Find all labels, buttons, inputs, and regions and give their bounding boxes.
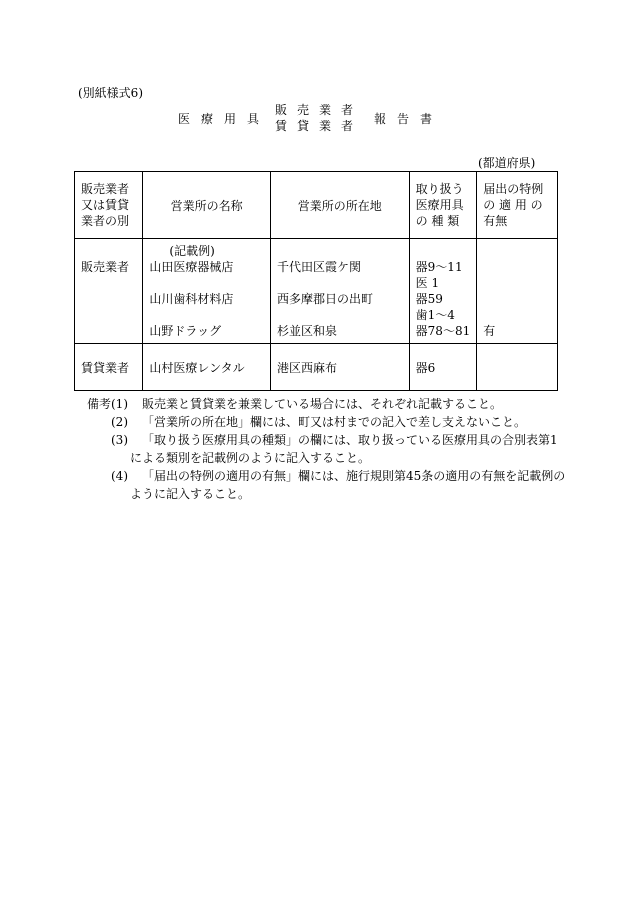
note-label: 備考(1) <box>87 397 128 411</box>
note-label: (3) <box>111 433 128 447</box>
note-2 <box>87 413 565 431</box>
office-name: 山川歯科材料店 <box>149 292 234 306</box>
notes-section <box>87 395 565 503</box>
header-text: 医療用具 <box>415 198 464 212</box>
office-location: 港区西麻布 <box>276 361 337 375</box>
title-right: 報告書 <box>374 112 444 126</box>
title-stack-top: 販売業者 <box>275 103 364 117</box>
note-text: 「取り扱う医療用具の種類」の欄には、取り扱っている医療用具の合別表第1 <box>142 433 558 447</box>
office-location <box>277 307 403 323</box>
header-row <box>75 172 558 239</box>
exemption-value: 有 <box>483 324 496 338</box>
example-label: (記載例) <box>169 244 215 258</box>
office-name <box>149 275 264 291</box>
device-kind: 器6 <box>415 361 436 375</box>
rental-type-cell <box>75 344 143 391</box>
office-name: 山田医療器械店 <box>149 260 234 274</box>
note-3 <box>87 431 565 449</box>
sales-names-cell <box>143 239 271 344</box>
device-kind: 器9〜11 <box>415 260 463 274</box>
sales-exemption-cell <box>477 239 558 344</box>
note-text: 「届出の特例の適用の有無」欄には、施行規則第45条の適用の有無を記載例の <box>142 469 566 483</box>
header-text: 取り扱う <box>415 182 464 196</box>
office-name: 山野ドラッグ <box>149 324 222 338</box>
note-text: 販売業と賃貸業を兼業している場合には、それぞれ記載すること。 <box>142 397 503 411</box>
office-location: 西多摩郡日の出町 <box>276 292 373 306</box>
business-type-text: 販売業者 <box>81 260 130 274</box>
rental-exemption-cell <box>477 344 558 391</box>
rental-kind-cell <box>409 344 477 391</box>
title-left: 医療用具 <box>178 112 271 126</box>
sales-locations-cell <box>270 239 409 344</box>
rental-location-cell <box>270 344 409 391</box>
office-location: 杉並区和泉 <box>276 324 337 338</box>
note-1 <box>87 395 565 413</box>
header-text: 業者の別 <box>81 214 130 228</box>
title-stack-bottom: 賃貸業者 <box>275 119 364 133</box>
note-label: (4) <box>111 469 128 483</box>
device-kind: 歯1〜4 <box>415 308 455 322</box>
business-type-text: 賃貸業者 <box>81 361 130 375</box>
table-row <box>75 239 558 344</box>
header-device-kind <box>409 172 477 239</box>
form-number: (別紙様式6) <box>78 86 143 100</box>
header-text: 営業所の名称 <box>170 198 243 213</box>
device-kind: 器59 <box>415 292 443 306</box>
header-office-location <box>270 172 409 239</box>
header-office-name <box>143 172 271 239</box>
header-text: の 種 類 <box>415 214 460 228</box>
rental-name-cell <box>143 344 271 391</box>
note-text: 「営業所の所在地」欄には、町又は村までの記入で差し支えないこと。 <box>142 415 527 429</box>
report-table <box>74 171 558 391</box>
title-stack <box>275 102 363 134</box>
sales-kinds-cell <box>409 239 477 344</box>
header-text: 営業所の所在地 <box>297 198 382 213</box>
header-text: 届出の特例 <box>483 182 544 196</box>
device-kind: 器78〜81 <box>415 324 471 338</box>
document-title <box>178 102 478 136</box>
sales-type-cell <box>75 239 143 344</box>
header-text: 有無 <box>483 214 508 228</box>
header-exemption <box>477 172 558 239</box>
table-row <box>75 344 558 391</box>
header-text: の 適 用 の <box>483 198 543 212</box>
header-business-type <box>75 172 143 239</box>
office-location: 千代田区霞ケ関 <box>276 260 361 274</box>
device-kind: 医 1 <box>415 276 440 290</box>
header-text: 又は賃貸 <box>81 198 130 212</box>
prefecture-label: (都道府県) <box>478 156 536 170</box>
office-name <box>149 307 264 323</box>
note-text-continued: ように記入すること。 <box>130 487 251 501</box>
note-label: (2) <box>111 415 128 429</box>
note-text-continued: による類別を記載例のように記入すること。 <box>130 451 371 465</box>
office-location <box>277 275 403 291</box>
note-4 <box>87 467 565 485</box>
office-name: 山村医療レンタル <box>149 361 245 375</box>
header-text: 販売業者 <box>81 182 130 196</box>
